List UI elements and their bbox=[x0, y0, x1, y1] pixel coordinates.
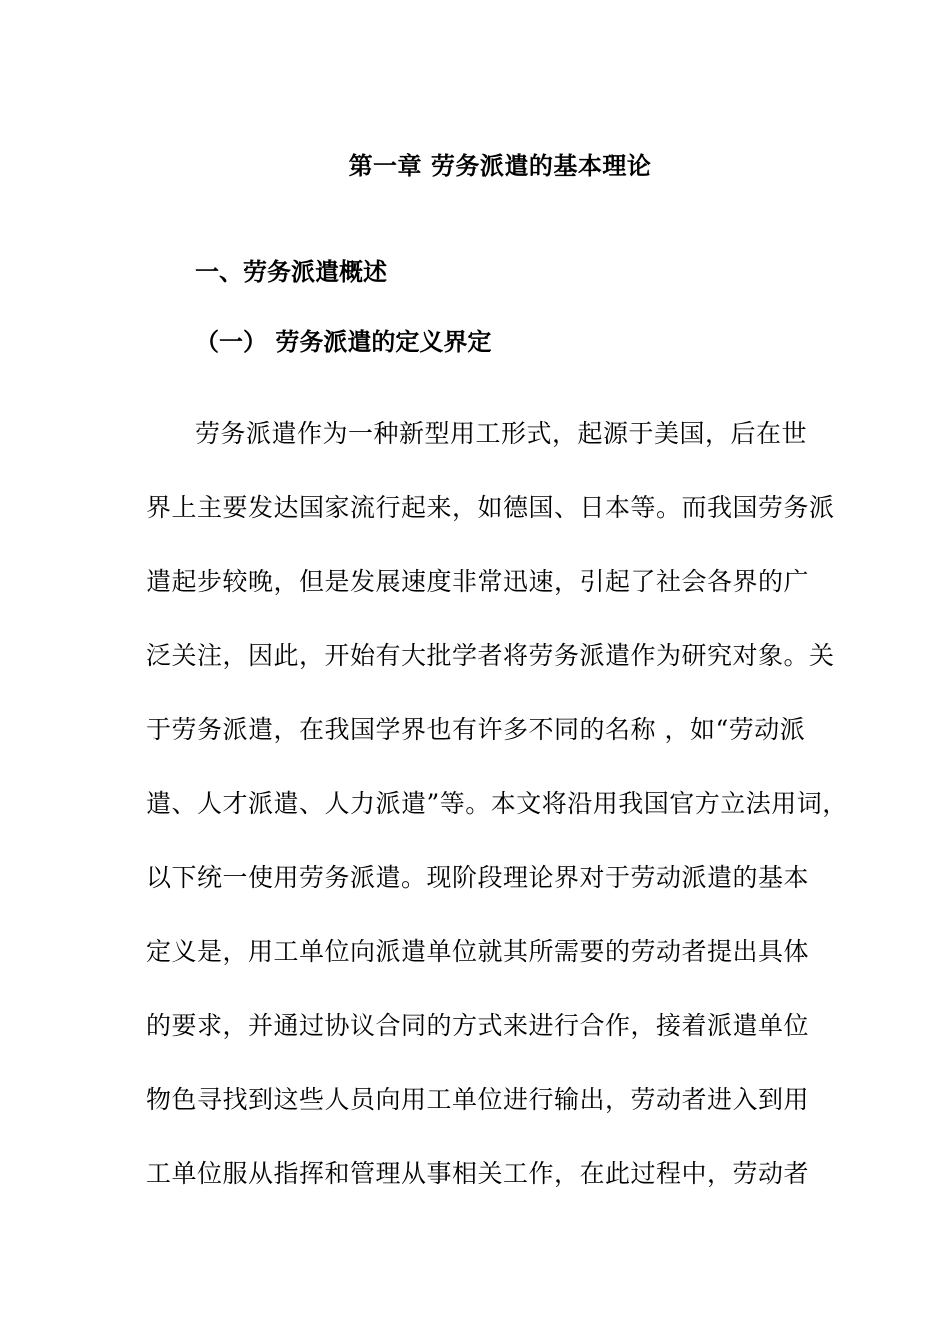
paragraph-line: 物色寻找到这些人员向用工单位进行输出，劳动者进入到用 bbox=[146, 1085, 810, 1114]
paragraph-line: 遣、人才派遣、人力派遣”等。本文将沿用我国官方立法用词， bbox=[146, 789, 848, 818]
paragraph-line: 工单位服从指挥和管理从事相关工作，在此过程中，劳动者 bbox=[146, 1159, 810, 1188]
paragraph-line: 遣起步较晚，但是发展速度非常迅速，引起了社会各界的广 bbox=[146, 567, 810, 596]
paragraph-line: 劳务派遣作为一种新型用工形式，起源于美国，后在世 bbox=[195, 419, 808, 448]
section-heading: 一、劳务派遣概述 bbox=[195, 258, 387, 286]
paragraph-line: 的要求，并通过协议合同的方式来进行合作，接着派遣单位 bbox=[146, 1011, 810, 1040]
paragraph-line: 以下统一使用劳务派遣。现阶段理论界对于劳动派遣的基本 bbox=[146, 863, 810, 892]
paragraph-line: 于劳务派遣，在我国学界也有许多不同的名称 ，如“劳动派 bbox=[146, 715, 806, 744]
subsection-heading: （一） 劳务派遣的定义界定 bbox=[195, 328, 492, 356]
paragraph-line: 泛关注，因此，开始有大批学者将劳务派遣作为研究对象。关 bbox=[146, 641, 835, 670]
paragraph-line: 定义是，用工单位向派遣单位就其所需要的劳动者提出具体 bbox=[146, 937, 810, 966]
paragraph-line: 界上主要发达国家流行起来，如德国、日本等。而我国劳务派 bbox=[146, 493, 835, 522]
chapter-title: 第一章 劳务派遣的基本理论 bbox=[348, 152, 652, 180]
